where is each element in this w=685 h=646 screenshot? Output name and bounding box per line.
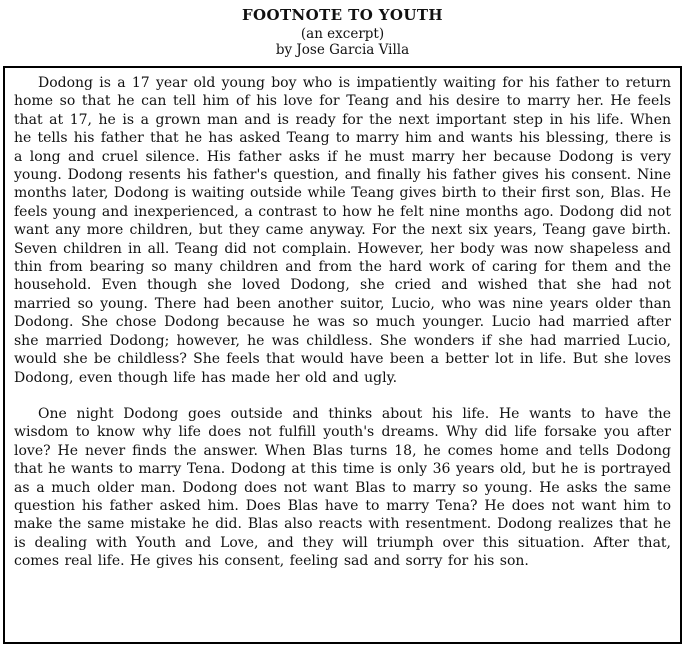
paragraph-2: One night Dodong goes outside and thinks about his life. He wants to have the wisdom to know why life does not fulfill youth's dreams. Why did life forsake you after love? He never finds the answer. When Blas turns 18, he comes home and tells Dodong that he wants to marry Tena. Dodong at this time is only 36 years old, but he is portrayed as a much older man. Dodong does not want Blas to marry so young. He asks the same question his father asked him. Does Blas have to marry Tena? He does not want him to make the same mistake he did. Blas also reacts with resentment. Dodong realizes that he is dealing with Youth and Love, and they will triumph over this situation. After that, comes real life. He gives his consent, feeling sad and sorry for his son. (14, 405, 671, 570)
paragraph-1: Dodong is a 17 year old young boy who is impatiently waiting for his father to return home so that he can tell him of his love for Teang and his desire to marry her. He feels that at 17, he is a grown man and is ready for the next important step in his life. When he tells his father that he has asked Teang to marry him and wants his blessing, there is a long and cruel silence. His father asks if he must marry her because Dodong is very young. Dodong resents his father's question, and finally his father gives his consent. Nine months later, Dodong is waiting outside while Teang gives birth to their first son, Blas. He feels young and inexperienced, a contrast to how he felt nine months ago. Dodong did not want any more children, but they came anyway. For the next six years, Teang gave birth. Seven children in all. Teang did not complain. However, her body was now shapeless and thin from bearing so many children and from the hard work of caring for them and the household. Even though she loved Dodong, she cried and wished that she had not married so young. There had been another suitor, Lucio, who was nine years older than Dodong. She chose Dodong because he was so much younger. Lucio had married after she married Dodong; however, he was childless. She wonders if she had married Lucio, would she be childless? She feels that would have been a better lot in life. But she loves Dodong, even though life has made her old and ugly. (14, 75, 671, 386)
document-byline: by Jose Garcia Villa (275, 42, 410, 58)
excerpt-box (3, 66, 682, 644)
document-header (3, 6, 682, 58)
document-subtitle: (an excerpt) (300, 26, 385, 42)
document-title: FOOTNOTE TO YOUTH (242, 6, 443, 24)
